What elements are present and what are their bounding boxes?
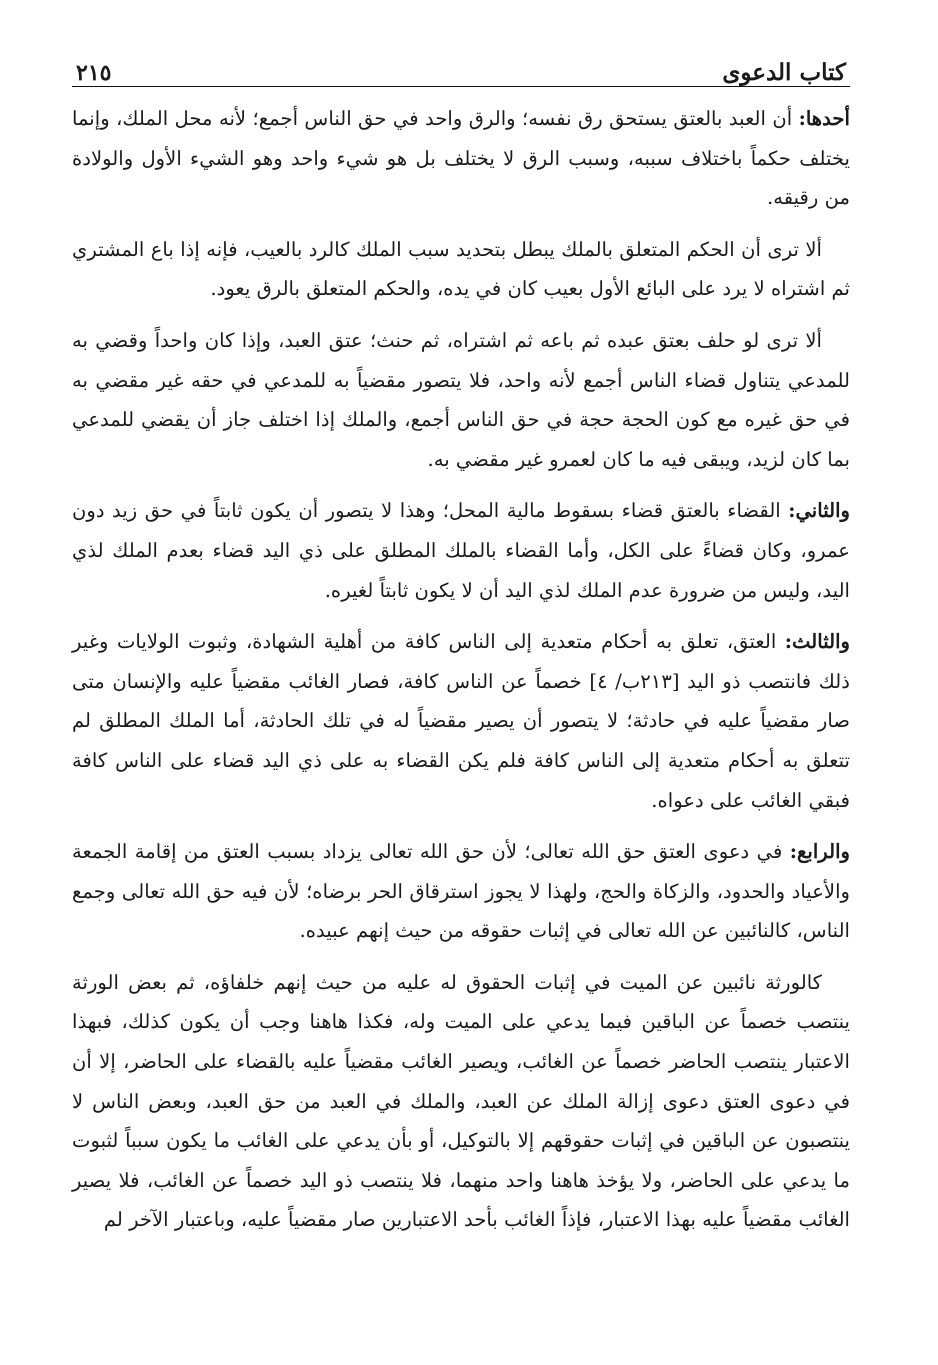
paragraph-sixth bbox=[72, 832, 850, 951]
paragraph-text: في دعوى العتق حق الله تعالى؛ لأن حق الله تعالى يزداد بسبب العتق من إقامة الجمعة والأعياد والحدود، والزكاة والحج، ولهذا لا يجوز استرقاق الحر برضاه؛ لأن فيه حق الله تعالى وجمع الناس، كالنائبين عن الله تعالى في إثبات حقوقه من حيث إنهم عبيده. bbox=[72, 840, 850, 943]
paragraph-fourth bbox=[72, 491, 850, 610]
paragraph-third bbox=[72, 321, 850, 479]
paragraph-first bbox=[72, 99, 850, 218]
paragraph-second bbox=[72, 230, 850, 309]
paragraph-lead: أحدها: bbox=[798, 107, 850, 130]
book-page bbox=[72, 44, 850, 1344]
paragraph-seventh bbox=[72, 963, 850, 1240]
page-number: ٢١٥ bbox=[76, 60, 112, 86]
paragraph-lead: والرابع: bbox=[789, 840, 850, 864]
paragraph-text: العتق، تعلق به أحكام متعدية إلى الناس كافة من أهلية الشهادة، وثبوت الولايات وغير ذلك فانتصب ذو اليد [٢١٣ب/ ٤] خصماً عن الناس كافة، فصار الغائب مقضياً عليه والإنسان متى صار مقضياً عليه في حادثة؛ لا يتصور أن يصير مقضياً له في تلك الحادثة، أما الملك المطلق لم تتعلق به أحكام متعدية إلى الناس كافة فلم يكن القضاء به على ذي اليد قضاء على الناس كافة فبقي الغائب على دعواه. bbox=[72, 630, 850, 812]
running-header bbox=[72, 44, 850, 87]
paragraph-text: ألا ترى لو حلف بعتق عبده ثم باعه ثم اشتراه، ثم حنث؛ عتق العبد، وإذا كان واحداً وقضي به للمدعي يتناول قضاء الناس أجمع لأنه واحد، فلا يتصور مقضياً به للمدعي في حقه غير مقضي به في حق غيره مع كون الحجة حجة في حق الناس أجمع، والملك إذا اختلف جاز أن يقضي للمدعي بما كان لزيد، ويبقى فيه ما كان لعمرو غير مقضي به. bbox=[72, 328, 850, 471]
chapter-title: كتاب الدعوى bbox=[722, 59, 846, 86]
paragraph-lead: والثالث: bbox=[784, 630, 850, 654]
body-text bbox=[72, 99, 850, 1240]
paragraph-text: ألا ترى أن الحكم المتعلق بالملك يبطل بتحديد سبب الملك كالرد بالعيب، فإنه إذا باع المشتري ثم اشتراه لا يرد على البائع الأول بعيب كان في يده، والحكم المتعلق بالرق يعود. bbox=[72, 237, 850, 301]
paragraph-text: أن العبد بالعتق يستحق رق نفسه؛ والرق واحد في حق الناس أجمع؛ لأنه محل الملك، وإنما يختلف حكماً باختلاف سببه، وسبب الرق لا يختلف بل هو شيء واحد وهو الشيء الأول والولادة من رقيقه. bbox=[72, 107, 850, 210]
paragraph-lead: والثاني: bbox=[788, 499, 850, 523]
paragraph-fifth bbox=[72, 622, 850, 820]
paragraph-text: كالورثة نائبين عن الميت في إثبات الحقوق له عليه من حيث إنهم خلفاؤه، ثم بعض الورثة ينتصب خصماً عن الباقين فيما يدعي على الميت وله، فكذا هاهنا وجب أن يكون كذلك، فبهذا الاعتبار ينتصب الحاضر خصماً عن الغائب، ويصير الغائب مقضياً عليه بالقضاء على الحاضر، إلا أن في دعوى العتق دعوى إزالة الملك عن العبد، والملك في العبد من حق العبد، وبعض الناس لا ينتصبون عن الباقين في إثبات حقوقهم إلا بالتوكيل، أو بأن يدعي على الغائب ما يكون سبباً لثبوت ما يدعي على الحاضر، ولا يؤخذ هاهنا واحد منهما، فلا ينتصب ذو اليد خصماً عن الغائب، فلا يصير الغائب مقضياً عليه بهذا الاعتبار، فإذاً الغائب بأحد الاعتبارين صار مقضياً عليه، وباعتبار الآخر لم bbox=[72, 970, 850, 1232]
paragraph-text: القضاء بالعتق قضاء بسقوط مالية المحل؛ وهذا لا يتصور أن يكون ثابتاً في حق زيد دون عمرو، وكان قضاءً على الكل، وأما القضاء بالملك المطلق على ذي اليد قضاء بعدم الملك لذي اليد، وليس من ضرورة عدم الملك لذي اليد أن لا يكون ثابتاً لغيره. bbox=[72, 499, 850, 602]
